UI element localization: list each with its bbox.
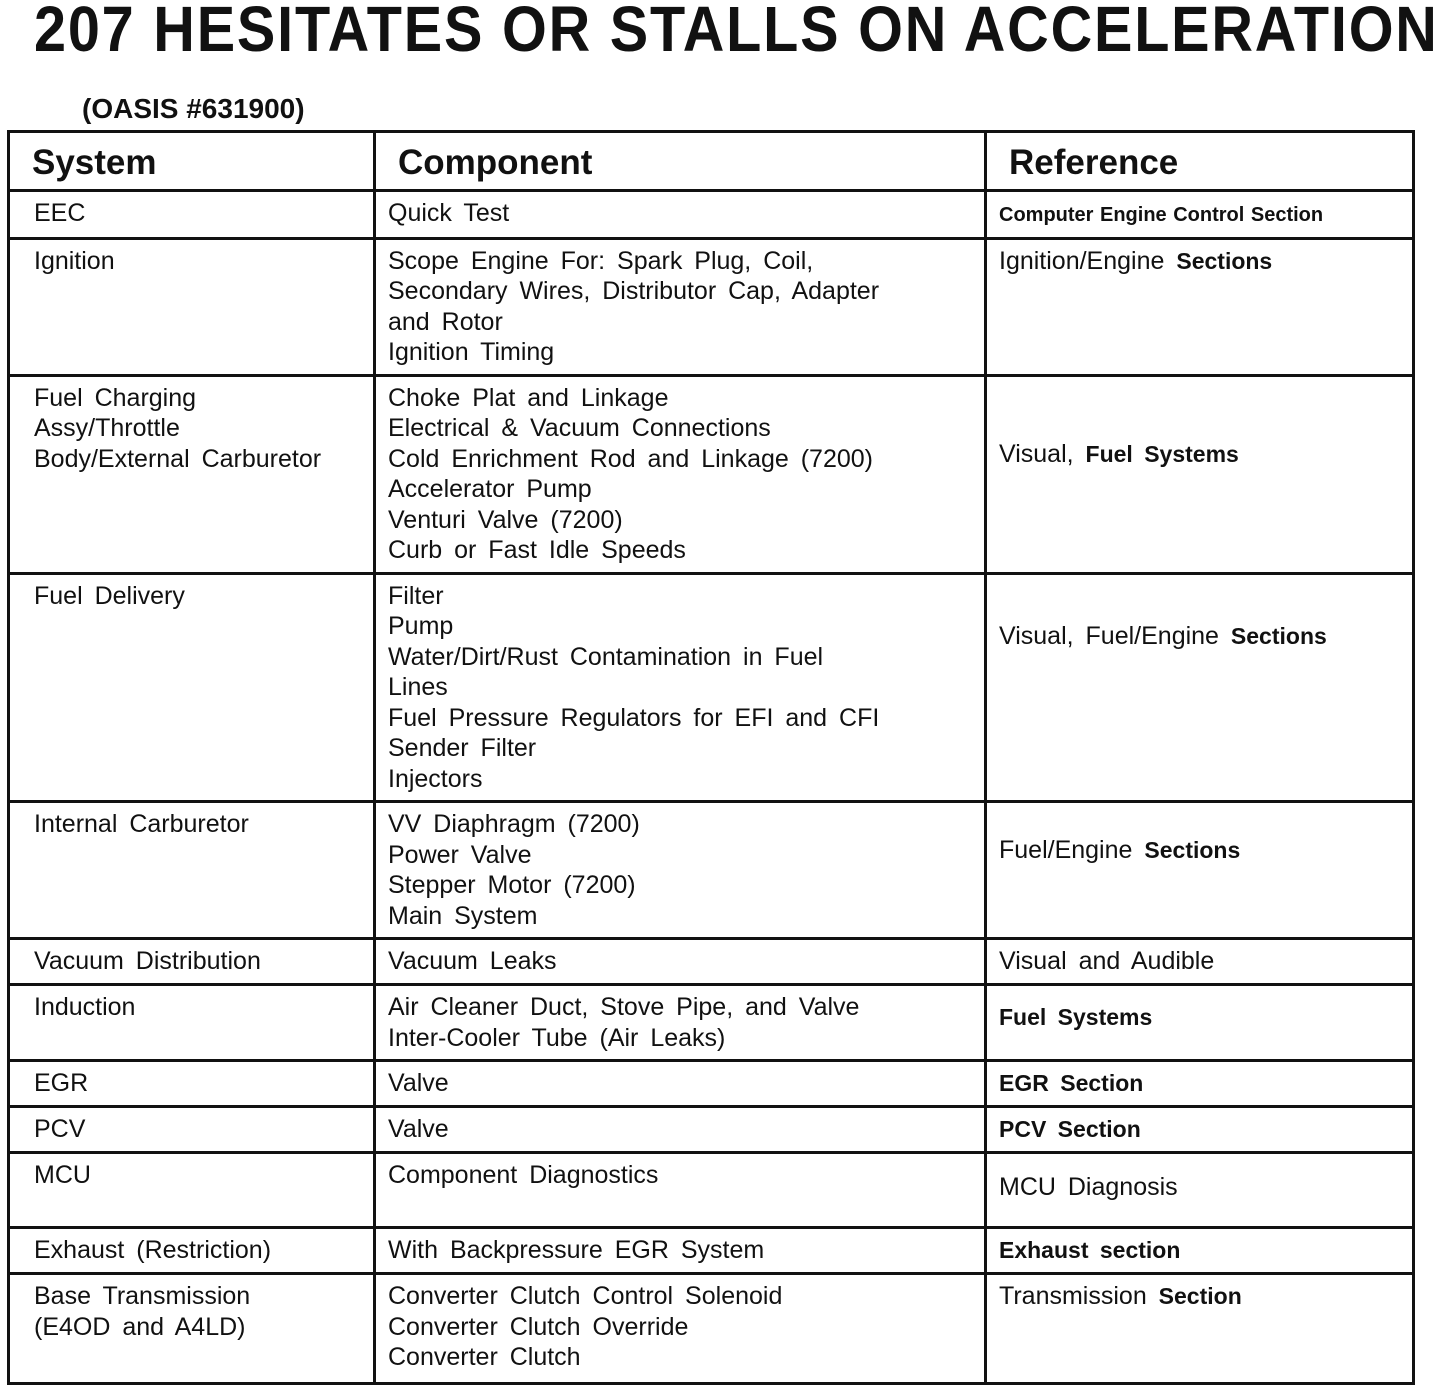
- table-row: [9, 985, 1414, 1061]
- cell-reference: [986, 939, 1414, 985]
- reference-text: [999, 1160, 1402, 1203]
- cell-component: [375, 1228, 986, 1274]
- component-line: Air Cleaner Duct, Stove Pipe, and Valve: [388, 993, 860, 1021]
- cell-component: [375, 375, 986, 573]
- table-row: [9, 191, 1414, 239]
- system-line: Induction: [34, 993, 136, 1021]
- diagnostic-table: [7, 130, 1415, 1385]
- system-line: EGR: [34, 1069, 89, 1097]
- cell-component: [375, 238, 986, 375]
- component-line: and Rotor: [388, 307, 503, 336]
- reference-plain: Visual,: [999, 439, 1074, 468]
- reference-text: [999, 1235, 1402, 1266]
- table-row: [9, 939, 1414, 985]
- table-row: [9, 573, 1414, 802]
- component-line: Main System: [388, 901, 538, 930]
- table-row: [9, 238, 1414, 375]
- system-line: PCV: [34, 1115, 86, 1143]
- cell-reference: [986, 191, 1414, 239]
- component-line: Pump: [388, 612, 454, 640]
- reference-bold: Fuel Systems: [999, 1004, 1153, 1030]
- cell-component: [375, 191, 986, 239]
- cell-component: [375, 802, 986, 939]
- reference-text: [999, 383, 1402, 470]
- component-line: Secondary Wires, Distributor Cap, Adapter: [388, 277, 880, 305]
- cell-reference: [986, 1061, 1414, 1107]
- cell-system: [9, 802, 375, 939]
- cell-system: [9, 375, 375, 573]
- cell-component: [375, 1061, 986, 1107]
- reference-bold: EGR Section: [999, 1070, 1144, 1096]
- table-row: [9, 1228, 1414, 1274]
- component-line: Filter: [388, 581, 444, 610]
- system-line: MCU: [34, 1161, 91, 1189]
- component-line: Valve: [388, 1115, 449, 1143]
- reference-text: [999, 246, 1402, 277]
- component-line: Scope Engine For: Spark Plug, Coil,: [388, 246, 814, 275]
- reference-text: [999, 809, 1402, 866]
- reference-bold: Fuel Systems: [1085, 440, 1239, 467]
- system-line: Ignition: [34, 246, 115, 275]
- header-reference: Reference: [986, 132, 1414, 191]
- system-line: Internal Carburetor: [34, 810, 249, 838]
- cell-system: [9, 1107, 375, 1153]
- cell-reference: [986, 985, 1414, 1061]
- component-line: Inter-Cooler Tube (Air Leaks): [388, 1023, 726, 1052]
- cell-component: [375, 1274, 986, 1384]
- system-line: EEC: [34, 199, 86, 227]
- cell-system: [9, 1061, 375, 1107]
- component-line: Lines: [388, 673, 448, 701]
- reference-bold: Computer Engine Control Section: [999, 204, 1324, 226]
- component-line: Converter Clutch Control Solenoid: [388, 1282, 783, 1310]
- cell-reference: [986, 1153, 1414, 1228]
- component-line: Power Valve: [388, 840, 532, 869]
- component-line: Injectors: [388, 764, 483, 793]
- component-line: Fuel Pressure Regulators for EFI and CFI: [388, 703, 880, 732]
- component-line: Cold Enrichment Rod and Linkage (7200): [388, 444, 873, 473]
- component-line: With Backpressure EGR System: [388, 1236, 765, 1264]
- reference-plain: Ignition/Engine: [999, 246, 1165, 275]
- component-line: Choke Plat and Linkage: [388, 383, 669, 412]
- table-row: [9, 1107, 1414, 1153]
- reference-text: [999, 198, 1402, 231]
- reference-plain: Fuel/Engine: [999, 836, 1133, 864]
- cell-component: [375, 1107, 986, 1153]
- component-line: Ignition Timing: [388, 338, 555, 366]
- cell-system: [9, 985, 375, 1061]
- oasis-number: (OASIS #631900): [82, 93, 305, 124]
- table-row: [9, 802, 1414, 939]
- reference-plain: Visual and Audible: [999, 947, 1215, 975]
- cell-system: [9, 1274, 375, 1384]
- reference-plain: Transmission: [999, 1282, 1147, 1310]
- component-line: Venturi Valve (7200): [388, 505, 623, 534]
- reference-bold: Sections: [1144, 837, 1241, 863]
- component-line: Electrical & Vacuum Connections: [388, 414, 771, 442]
- reference-bold: Sections: [1176, 247, 1273, 274]
- system-line: Fuel Charging: [34, 383, 197, 412]
- cell-system: [9, 1153, 375, 1228]
- reference-plain: Visual, Fuel/Engine: [999, 621, 1219, 650]
- reference-text: [999, 1068, 1402, 1099]
- reference-text: [999, 1281, 1402, 1312]
- system-line: Vacuum Distribution: [34, 947, 261, 975]
- cell-reference: [986, 1228, 1414, 1274]
- reference-bold: Sections: [1230, 622, 1327, 649]
- component-line: Water/Dirt/Rust Contamination in Fuel: [388, 642, 824, 671]
- reference-text: [999, 1114, 1402, 1145]
- component-line: Converter Clutch: [388, 1343, 581, 1371]
- system-line: Assy/Throttle: [34, 414, 180, 442]
- system-line: Base Transmission: [34, 1282, 251, 1310]
- component-line: VV Diaphragm (7200): [388, 810, 640, 838]
- reference-bold: Exhaust section: [999, 1237, 1181, 1263]
- component-line: Accelerator Pump: [388, 475, 592, 503]
- cell-reference: [986, 802, 1414, 939]
- table-row: [9, 1153, 1414, 1228]
- cell-reference: [986, 375, 1414, 573]
- cell-reference: [986, 573, 1414, 802]
- cell-component: [375, 573, 986, 802]
- reference-bold: Section: [1158, 1283, 1242, 1309]
- system-line: Body/External Carburetor: [34, 444, 322, 473]
- header-system: System: [9, 132, 375, 191]
- system-line: (E4OD and A4LD): [34, 1312, 246, 1341]
- cell-reference: [986, 1274, 1414, 1384]
- table-row: [9, 375, 1414, 573]
- cell-reference: [986, 1107, 1414, 1153]
- page-title: 207 HESITATES OR STALLS ON ACCELERATION: [34, 0, 1439, 65]
- system-line: Exhaust (Restriction): [34, 1236, 272, 1264]
- table-row: [9, 1274, 1414, 1384]
- table-header-row: [9, 132, 1414, 191]
- cell-component: [375, 939, 986, 985]
- cell-system: [9, 238, 375, 375]
- cell-system: [9, 1228, 375, 1274]
- table-row: [9, 1061, 1414, 1107]
- component-line: Valve: [388, 1069, 449, 1097]
- reference-text: [999, 581, 1402, 652]
- component-line: Vacuum Leaks: [388, 947, 557, 975]
- component-line: Curb or Fast Idle Speeds: [388, 536, 686, 564]
- cell-reference: [986, 238, 1414, 375]
- component-line: Sender Filter: [388, 734, 537, 762]
- component-line: Stepper Motor (7200): [388, 871, 636, 899]
- system-line: Fuel Delivery: [34, 581, 185, 610]
- cell-system: [9, 573, 375, 802]
- reference-bold: PCV Section: [999, 1116, 1141, 1142]
- component-line: Quick Test: [388, 199, 510, 227]
- cell-component: [375, 1153, 986, 1228]
- header-component: Component: [375, 132, 986, 191]
- cell-component: [375, 985, 986, 1061]
- component-line: Converter Clutch Override: [388, 1312, 689, 1341]
- cell-system: [9, 191, 375, 239]
- reference-text: [999, 992, 1402, 1033]
- cell-system: [9, 939, 375, 985]
- reference-plain: MCU Diagnosis: [999, 1173, 1178, 1201]
- component-line: Component Diagnostics: [388, 1161, 659, 1189]
- reference-text: [999, 946, 1402, 977]
